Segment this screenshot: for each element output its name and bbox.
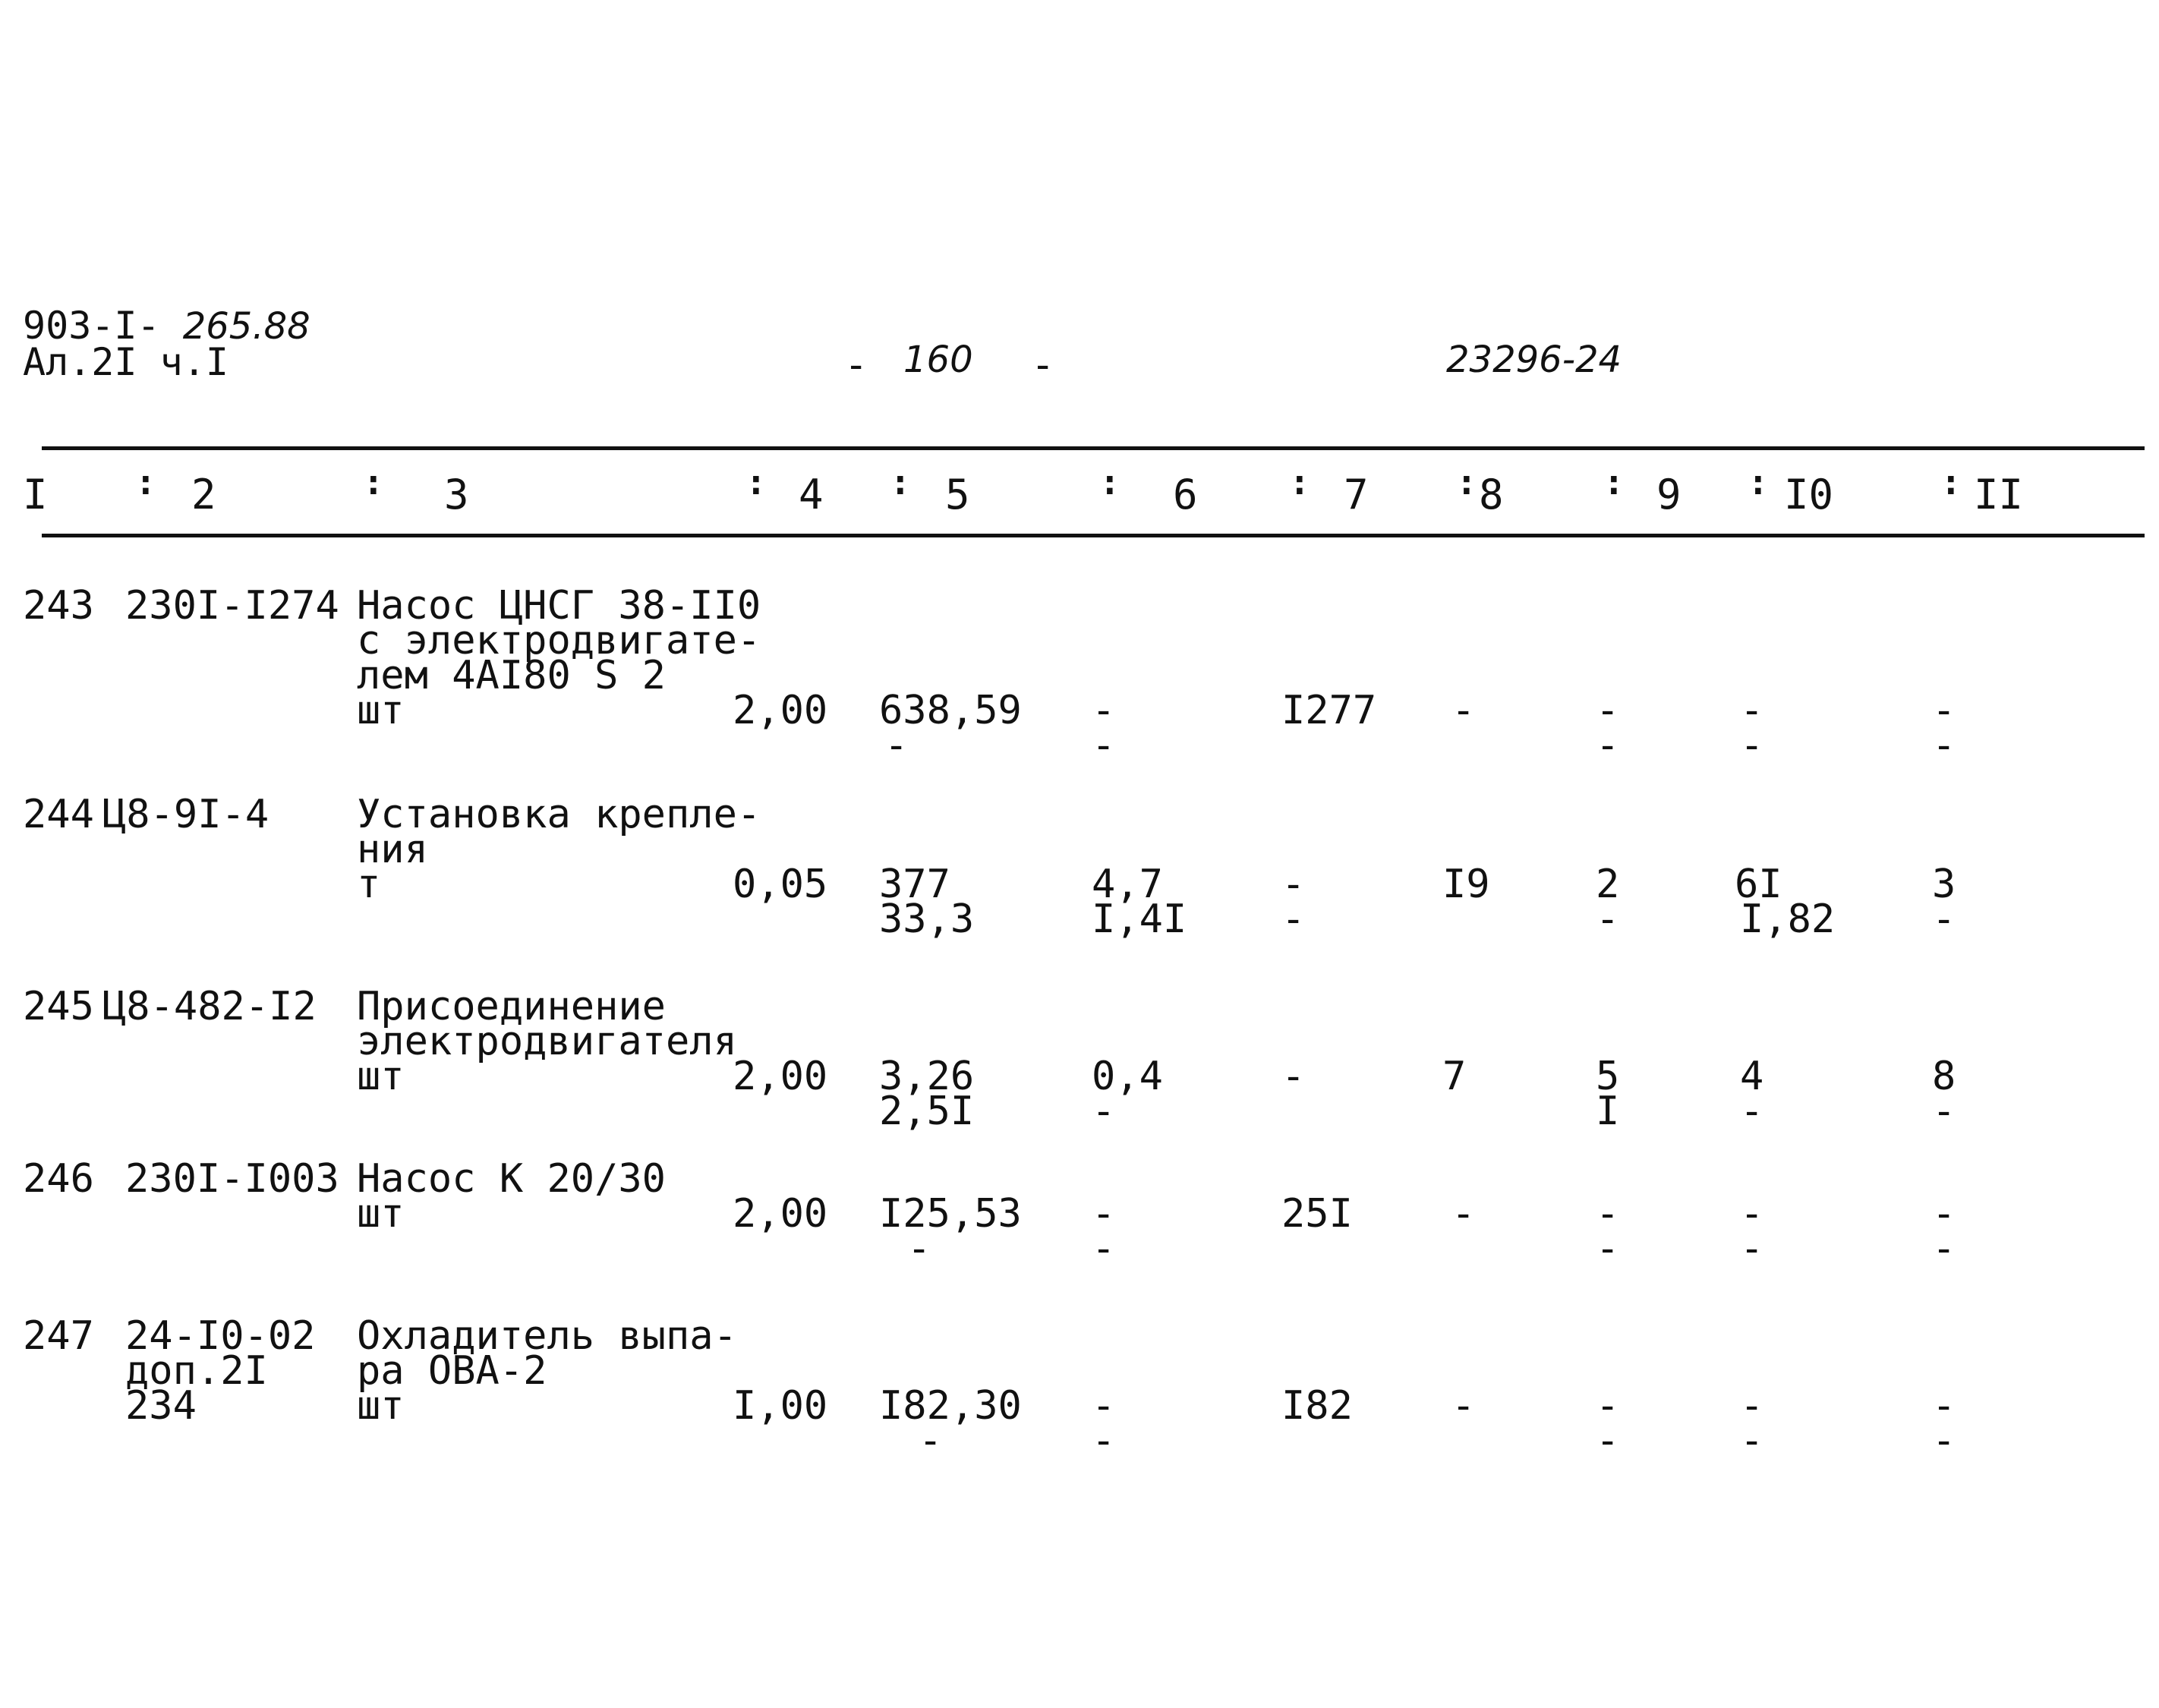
document-code-prefix: 903-I-	[23, 304, 183, 348]
column-header-9: 9	[1656, 471, 1681, 518]
row-number: 245	[23, 984, 94, 1029]
row-col11-top: 3	[1932, 862, 1956, 907]
row-description: Насос К 20/30 шт	[357, 1156, 666, 1237]
row-code: Ц8-482-I2	[102, 984, 317, 1029]
row-col9-bottom: -	[1596, 897, 1620, 942]
row-quantity: 2,00	[733, 1054, 828, 1099]
table-top-rule	[42, 446, 2145, 450]
column-separator: :	[1603, 462, 1625, 503]
column-header-4: 4	[799, 471, 824, 518]
column-separator: :	[1456, 462, 1477, 503]
column-header-11: II	[1974, 471, 2024, 518]
row-col5-bottom: 2,5I	[879, 1089, 975, 1134]
column-header-10: I0	[1784, 471, 1834, 518]
row-col9-top: -	[1596, 1383, 1620, 1429]
row-col10-bottom: -	[1740, 723, 1764, 768]
row-col10-bottom: -	[1740, 1226, 1764, 1272]
row-col10-bottom: -	[1740, 1418, 1764, 1464]
row-col9-bottom: I	[1596, 1089, 1620, 1134]
row-col7-top: -	[1281, 862, 1306, 907]
row-number: 244	[23, 792, 94, 837]
row-col10-bottom: I,82	[1740, 897, 1836, 942]
row-col9-top: 5	[1596, 1054, 1620, 1099]
row-col5-bottom: -	[919, 1418, 943, 1464]
row-col8-top: -	[1451, 688, 1476, 733]
row-col5-bottom: -	[884, 723, 909, 768]
row-col11-top: -	[1932, 1191, 1956, 1237]
row-col6-top: -	[1092, 688, 1116, 733]
document-code-handwritten: 265.88	[182, 305, 310, 348]
row-code: 230I-I003	[125, 1156, 339, 1202]
row-col6-bottom: -	[1092, 723, 1116, 768]
page-number: 160	[903, 339, 973, 381]
row-col6-bottom: -	[1092, 1226, 1116, 1272]
row-col10-bottom: -	[1740, 1089, 1764, 1134]
row-col11-top: -	[1932, 1383, 1956, 1429]
row-number: 243	[23, 583, 94, 629]
column-separator: :	[1099, 462, 1120, 503]
row-code: Ц8-9I-4	[102, 792, 269, 837]
row-col5-top: 377	[879, 862, 950, 907]
row-col5-bottom: -	[907, 1226, 931, 1272]
row-col5-top: I25,53	[879, 1191, 1022, 1237]
row-col11-bottom: -	[1932, 897, 1956, 942]
column-separator: :	[1940, 462, 1962, 503]
row-code: 24-I0-02 доп.2I 234	[125, 1313, 316, 1429]
column-separator: :	[135, 462, 156, 503]
row-col10-top: 6I	[1735, 862, 1782, 907]
column-header-2: 2	[191, 471, 216, 518]
row-col9-bottom: -	[1596, 723, 1620, 768]
row-number: 247	[23, 1313, 94, 1359]
row-col6-bottom: -	[1092, 1089, 1116, 1134]
document-section: Ал.2I ч.I	[23, 340, 229, 384]
row-col11-bottom: -	[1932, 1089, 1956, 1134]
row-quantity: 2,00	[733, 1191, 828, 1237]
row-col8-top: 7	[1442, 1054, 1467, 1099]
row-col8-top: -	[1451, 1191, 1476, 1237]
column-header-8: 8	[1479, 471, 1504, 518]
column-header-6: 6	[1173, 471, 1198, 518]
row-col7-top: I277	[1281, 688, 1377, 733]
archive-number: 23296-24	[1446, 339, 1622, 381]
column-separator: :	[1748, 462, 1769, 503]
row-col6-bottom: -	[1092, 1418, 1116, 1464]
row-col6-top: 0,4	[1092, 1054, 1163, 1099]
column-header-1: I	[23, 471, 48, 518]
page-dash-left: -	[844, 342, 868, 388]
row-col5-top: 638,59	[879, 688, 1022, 733]
row-description: Насос ЦНСГ 38-II0 с электродвигате- лем 4AI80 S 2 шт	[357, 583, 761, 733]
row-col9-bottom: -	[1596, 1418, 1620, 1464]
row-col7-top: 25I	[1281, 1191, 1353, 1237]
document-code	[23, 304, 310, 348]
row-col9-top: 2	[1596, 862, 1620, 907]
page-dash-right: -	[1031, 342, 1055, 388]
table-header-rule	[42, 534, 2145, 537]
row-col6-top: 4,7	[1092, 862, 1163, 907]
row-col6-top: -	[1092, 1191, 1116, 1237]
row-col5-top: I82,30	[879, 1383, 1022, 1429]
row-col10-top: 4	[1740, 1054, 1764, 1099]
row-col11-bottom: -	[1932, 723, 1956, 768]
column-separator: :	[1289, 462, 1310, 503]
row-col10-top: -	[1740, 688, 1764, 733]
row-col7-bottom: -	[1281, 897, 1306, 942]
row-col5-top: 3,26	[879, 1054, 975, 1099]
row-description: Установка крепле- ния т	[357, 792, 761, 907]
row-quantity: 2,00	[733, 688, 828, 733]
row-col5-bottom: 33,3	[879, 897, 975, 942]
row-quantity: I,00	[733, 1383, 828, 1429]
column-separator: :	[745, 462, 767, 503]
row-col10-top: -	[1740, 1191, 1764, 1237]
row-code: 230I-I274	[125, 583, 339, 629]
row-col11-top: 8	[1932, 1054, 1956, 1099]
row-col7-top: I82	[1281, 1383, 1353, 1429]
row-col9-top: -	[1596, 1191, 1620, 1237]
row-col10-top: -	[1740, 1383, 1764, 1429]
row-col11-bottom: -	[1932, 1226, 1956, 1272]
column-separator: :	[890, 462, 911, 503]
row-description: Присоединение электродвигателя шт	[357, 984, 737, 1099]
column-header-5: 5	[945, 471, 970, 518]
row-description: Охладитель выпа- ра ОВА-2 шт	[357, 1313, 737, 1429]
row-col11-top: -	[1932, 688, 1956, 733]
row-col8-top: I9	[1442, 862, 1490, 907]
row-number: 246	[23, 1156, 94, 1202]
row-col9-top: -	[1596, 688, 1620, 733]
row-col9-bottom: -	[1596, 1226, 1620, 1272]
column-header-3: 3	[444, 471, 469, 518]
row-col6-bottom: I,4I	[1092, 897, 1187, 942]
row-col7-top: -	[1281, 1054, 1306, 1099]
row-quantity: 0,05	[733, 862, 828, 907]
row-col8-top: -	[1451, 1383, 1476, 1429]
column-separator: :	[363, 462, 384, 503]
column-header-7: 7	[1344, 471, 1369, 518]
row-col6-top: -	[1092, 1383, 1116, 1429]
row-col11-bottom: -	[1932, 1418, 1956, 1464]
